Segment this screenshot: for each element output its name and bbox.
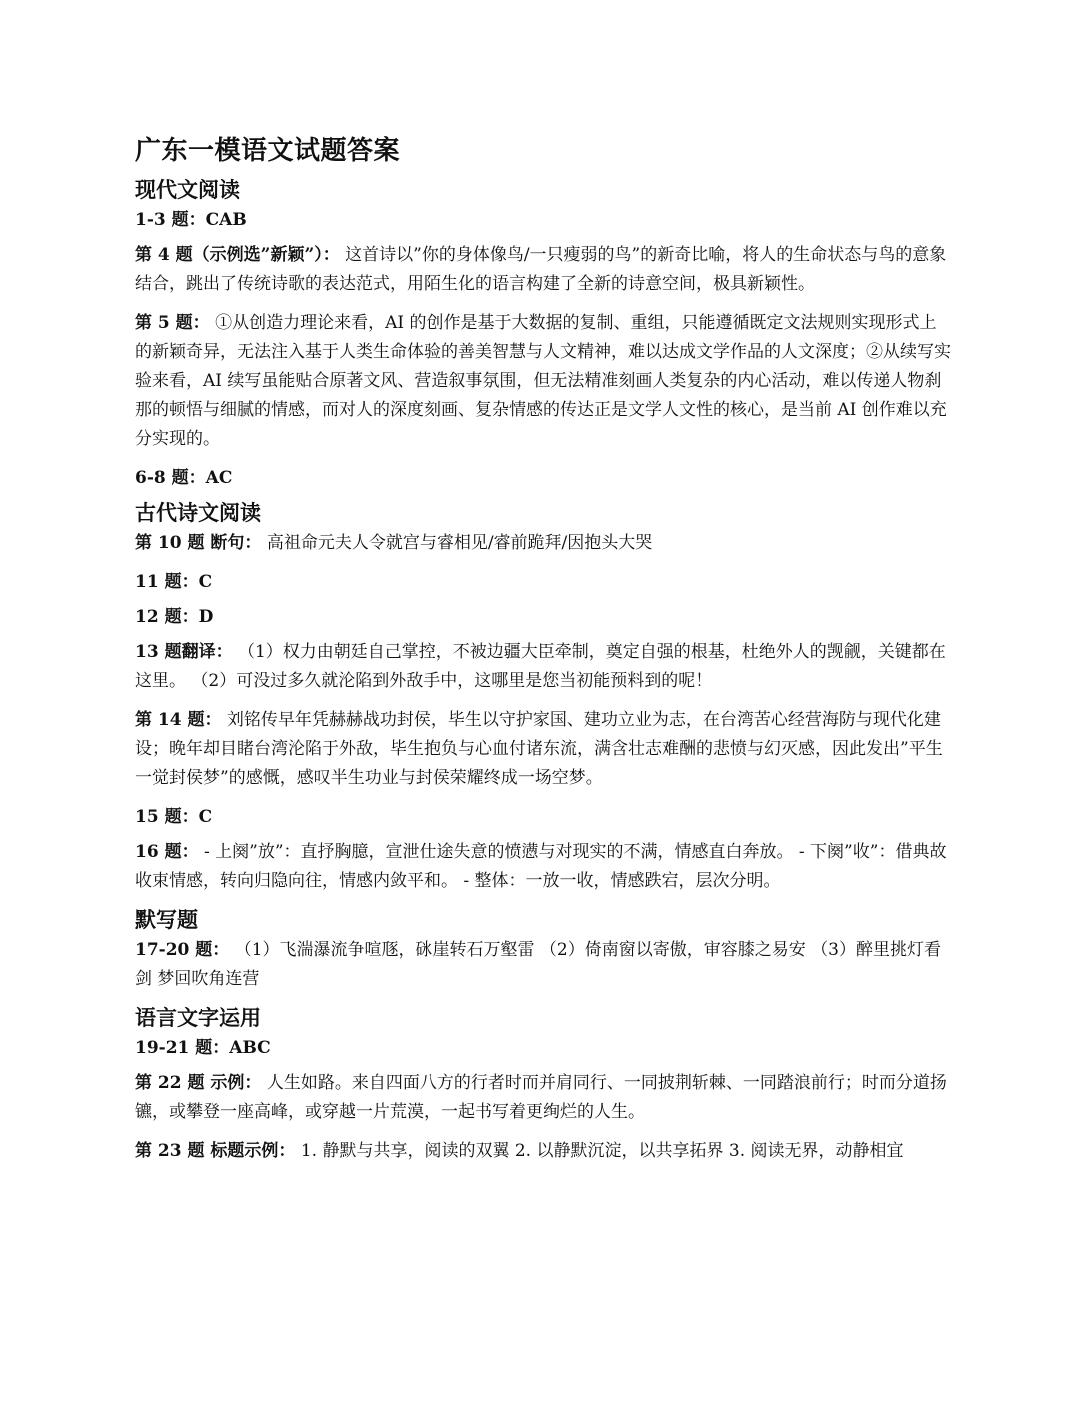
answer-item	[135, 936, 953, 994]
answer-item	[135, 206, 953, 235]
question-label: 第 5 题：	[135, 313, 210, 333]
answer-text: C	[198, 807, 213, 827]
answer-item	[135, 568, 953, 597]
answer-text: 这首诗以”你的身体像鸟/一只瘦弱的鸟”的新奇比喻，将人的生命状态与鸟的意象结合，跳出了传统诗歌的表达范式，用陌生化的语言构建了全新的诗意空间，极具新颖性。	[135, 245, 947, 294]
section	[135, 176, 953, 493]
answer-text: 刘铭传早年凭赫赫战功封侯，毕生以守护家国、建功立业为志，在台湾苦心经营海防与现代化建设；晚年却目睹台湾沦陷于外敌，毕生抱负与心血付诸东流，满含壮志难酬的悲愤与幻灭感，因此发出”平生一觉封侯梦”的感慨，感叹半生功业与封侯荣耀终成一场空梦。	[135, 710, 943, 788]
section	[135, 1004, 953, 1166]
question-label: 第 4 题（示例选”新颖”）：	[135, 245, 340, 265]
question-label: 12 题：	[135, 607, 199, 627]
answer-item	[135, 838, 953, 896]
answer-item	[135, 529, 953, 558]
answer-text: （1）飞湍瀑流争喧豗，砯崖转石万壑雷 （2）倚南窗以寄傲，审容膝之易安 （3）醉里挑灯看剑 梦回吹角连营	[135, 940, 941, 989]
answer-item	[135, 464, 953, 493]
question-label: 15 题：	[135, 807, 199, 827]
answer-text: D	[198, 607, 214, 627]
answer-text: （1）权力由朝廷自己掌控，不被边疆大臣牵制，奠定自强的根基，杜绝外人的觊觎，关键都在这里。 （2）可没过多久就沦陷到外敌手中，这哪里是您当初能预料到的呢！	[135, 642, 946, 691]
answer-text: 人生如路。来自四面八方的行者时而并肩同行、一同披荆斩棘、一同踏浪前行；时而分道扬镳，或攀登一座高峰，或穿越一片荒漠，一起书写着更绚烂的人生。	[135, 1073, 947, 1122]
section-heading: 古代诗文阅读	[135, 500, 261, 525]
section-heading: 语言文字运用	[135, 1005, 261, 1030]
answer-text: ①从创造力理论来看，AI 的创作是基于大数据的复制、重组，只能遵循既定文法规则实现形式上的新颖奇异，无法注入基于人类生命体验的善美智慧与人文精神，难以达成文学作品的人文深度；②从续写实验来看，AI 续写虽能贴合原著文风、营造叙事氛围，但无法精准刻画人类复杂的内心活动，难以传递人物刹那的顿悟与细腻的情感，而对人的深度刻画、复杂情感的传达正是文学人文性的核心，是当前 AI 创作难以充分实现的。	[135, 313, 951, 449]
answer-text: C	[198, 572, 213, 592]
section-heading: 现代文阅读	[135, 177, 240, 202]
question-label: 第 23 题 标题示例：	[135, 1141, 296, 1161]
answer-text: CAB	[205, 210, 247, 230]
answer-text: AC	[205, 468, 233, 488]
question-label: 第 14 题：	[135, 710, 222, 730]
question-label: 6-8 题：	[135, 468, 206, 488]
question-label: 19-21 题：	[135, 1038, 230, 1058]
question-label: 1-3 题：	[135, 210, 206, 230]
answer-item	[135, 1034, 953, 1063]
question-label: 16 题：	[135, 842, 199, 862]
answer-text: - 上阕”放”：直抒胸臆，宣泄仕途失意的愤懑与对现实的不满，情感直白奔放。 - 下阕”收”：借典故收束情感，转向归隐向往，情感内敛平和。 - 整体：一放一收，情感跌宕，层次分明。	[135, 842, 947, 891]
answer-item	[135, 706, 953, 793]
answer-text: ABC	[229, 1038, 271, 1058]
sections-container	[135, 176, 953, 1166]
answer-item	[135, 1069, 953, 1127]
answer-item	[135, 309, 953, 454]
answer-text: 1. 静默与共享，阅读的双翼 2. 以静默沉淀，以共享拓界 3. 阅读无界，动静相宜	[295, 1141, 904, 1161]
question-label: 第 10 题 断句：	[135, 533, 262, 553]
document-title: 广东一模语文试题答案	[135, 136, 401, 166]
answer-item	[135, 603, 953, 632]
answer-item	[135, 638, 953, 696]
question-label: 11 题：	[135, 572, 199, 592]
question-label: 第 22 题 示例：	[135, 1073, 262, 1093]
section	[135, 906, 953, 994]
answer-text: 高祖命元夫人令就宫与睿相见/睿前跪拜/因抱头大哭	[261, 533, 653, 553]
question-label: 17-20 题：	[135, 940, 230, 960]
section-heading: 默写题	[135, 907, 198, 932]
answer-item	[135, 1137, 953, 1166]
answer-document	[135, 132, 953, 1176]
answer-item	[135, 803, 953, 832]
answer-item	[135, 241, 953, 299]
question-label: 13 题翻译：	[135, 642, 233, 662]
section	[135, 499, 953, 896]
